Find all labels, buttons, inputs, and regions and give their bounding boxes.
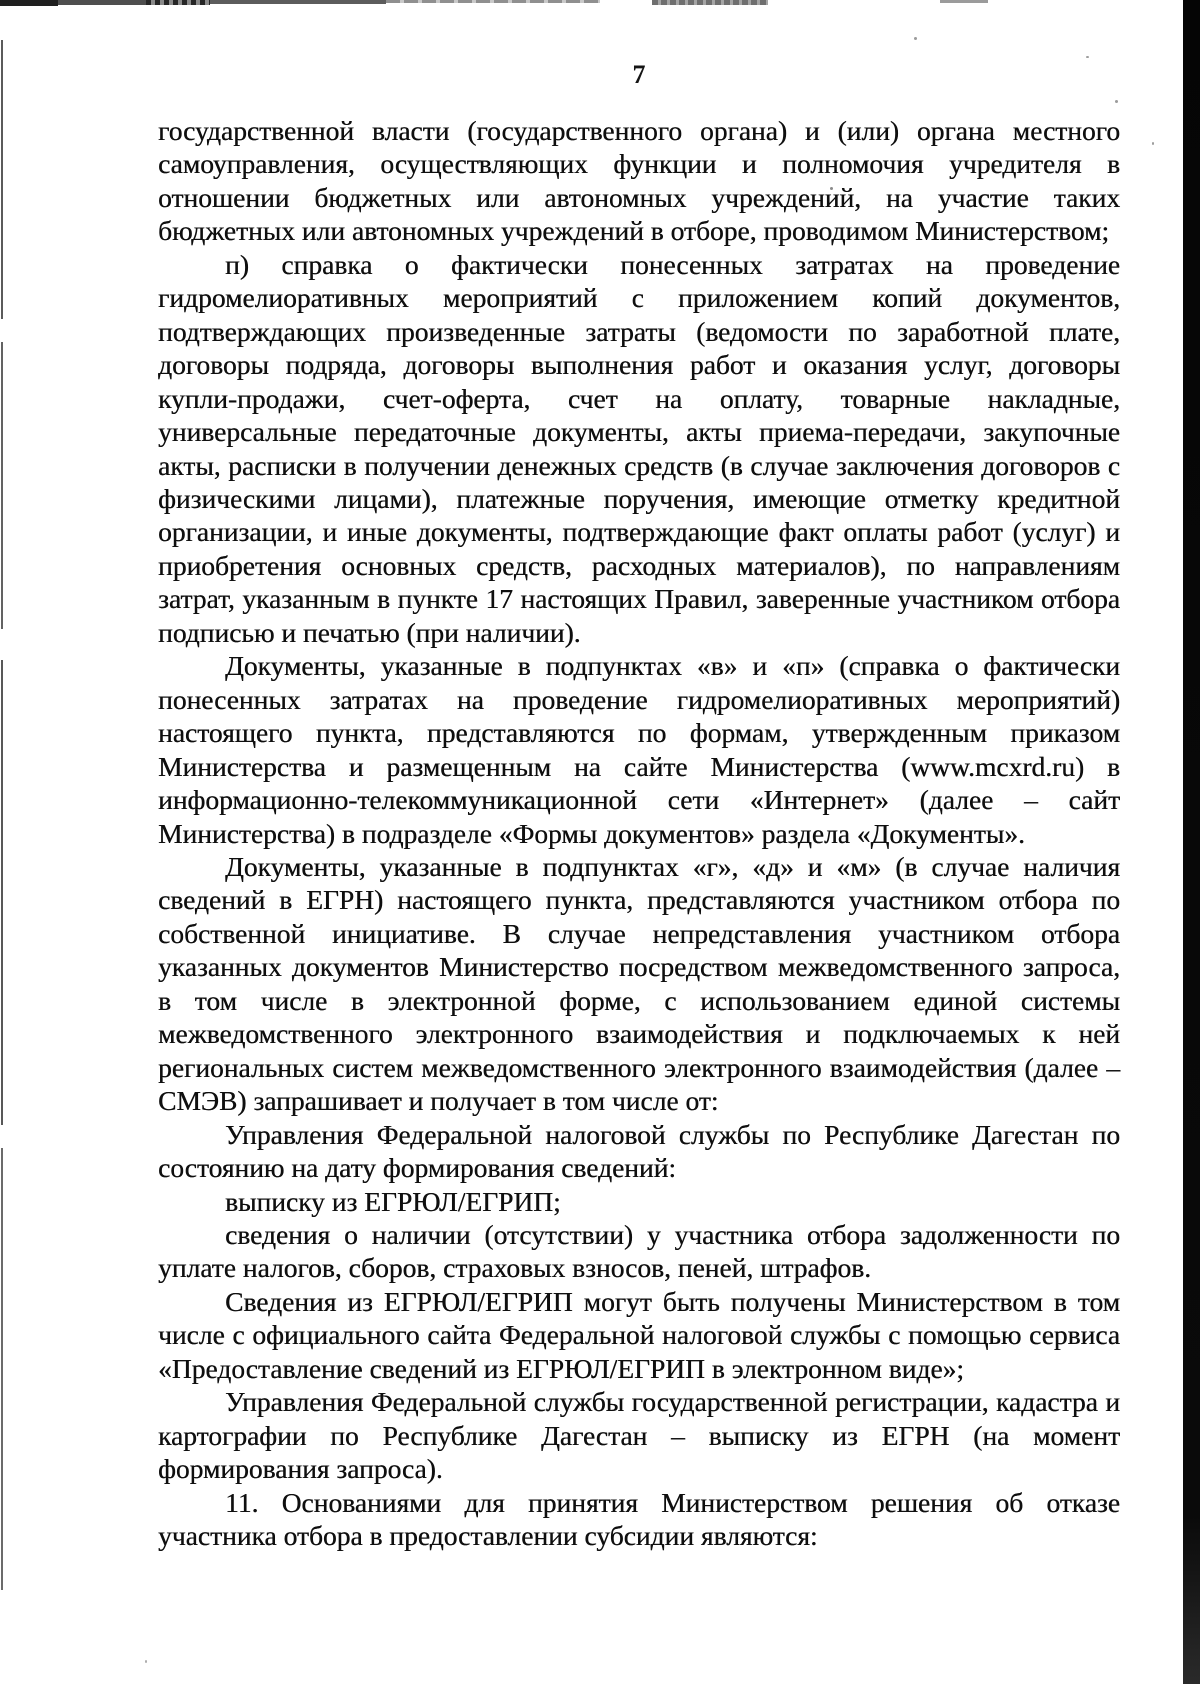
scan-artifact-segment	[58, 0, 146, 5]
scan-artifact-segment	[652, 0, 768, 5]
paragraph: выписку из ЕГРЮЛ/ЕГРИП;	[225, 1185, 561, 1217]
paragraph: государственной власти (государственного органа) и (или) органа местного самоуправления, осуществляющих функции и полномочия учредителя в отношении бюджетных или автономных учреждений, на участие таких бюджетных или автономных учреждений в отборе, проводимом Министерством;	[158, 115, 1120, 247]
paragraph: п) справка о фактически понесенных затратах на проведение гидромелиоративных мероприятий с приложением копий документов, подтверждающих произведенные затраты (ведомости по заработной плате, договоры подряда, договоры выполнения работ и оказания услуг, договоры купли-продажи, счет-оферта, счет на оплату, товарные накладные, универсальные передаточные документы, акты приема-передачи, закупочные акты, расписки в получении денежных средств (в случае заключения договоров с физическими лицами), платежные поручения, имеющие отметку кредитной организации, и иные документы, подтверждающие факт оплаты работ (услуг) и приобретения основных средств, расходных материалов), по направлениям затрат, указанным в пункте 17 настоящих Правил, заверенные участником отбора подписью и печатью (при наличии).	[158, 248, 1120, 648]
scan-artifact-right-band	[1183, 0, 1200, 1684]
scan-artifact-segment	[146, 0, 210, 5]
paragraph: Управления Федеральной службы государственной регистрации, кадастра и картографии по Республике Дагестан – выписку из ЕГРН (на момент формирования запроса).	[158, 1386, 1120, 1485]
document-body	[158, 114, 1120, 1552]
scan-artifact-top-band	[0, 0, 1200, 7]
scan-artifact-left-line	[1, 40, 3, 1590]
scan-artifact-segment	[386, 0, 600, 3]
scan-artifact-segment	[0, 0, 58, 6]
scan-speck	[914, 37, 917, 40]
scan-speck	[145, 1660, 147, 1663]
scan-speck	[1115, 100, 1118, 103]
paragraph: Документы, указанные в подпунктах «в» и «п» (справка о фактически понесенных затратах на проведение гидромелиоративных мероприятий) настоящего пункта, представляются по формам, утвержденным приказом Министерства и размещенным на сайте Министерства (www.mcxrd.ru) в информационно-телекоммуникационной сети «Интернет» (далее – сайт Министерства) в подразделе «Формы документов» раздела «Документы».	[158, 650, 1120, 849]
paragraph: Сведения из ЕГРЮЛ/ЕГРИП могут быть получены Министерством в том числе с официального сайта Федеральной налоговой службы с помощью сервиса «Предоставление сведений из ЕГРЮЛ/ЕГРИП в электронном виде»;	[158, 1285, 1120, 1384]
scan-speck	[1152, 142, 1154, 145]
scan-speck	[1086, 56, 1089, 58]
page-number: 7	[632, 60, 646, 89]
scan-artifact-segment	[210, 0, 386, 4]
scan-artifact-segment	[940, 0, 988, 3]
paragraph: Документы, указанные в подпунктах «г», «д» и «м» (в случае наличия сведений в ЕГРН) настоящего пункта, представляются участником отбора по собственной инициативе. В случае непредставления участником отбора указанных документов Министерство посредством межведомственного запроса, в том числе в электронной форме, с использованием единой системы межведомственного электронного взаимодействия и подключаемых к ней региональных систем межведомственного электронного взаимодействия (далее – СМЭВ) запрашивает и получает в том числе от:	[158, 850, 1120, 1117]
paragraph: Управления Федеральной налоговой службы по Республике Дагестан по состоянию на дату формирования сведений:	[158, 1118, 1120, 1184]
paragraph: 11. Основаниями для принятия Министерством решения об отказе участника отбора в предоставлении субсидии являются:	[158, 1486, 1120, 1552]
paragraph: сведения о наличии (отсутствии) у участника отбора задолженности по уплате налогов, сборов, страховых взносов, пеней, штрафов.	[158, 1218, 1120, 1284]
